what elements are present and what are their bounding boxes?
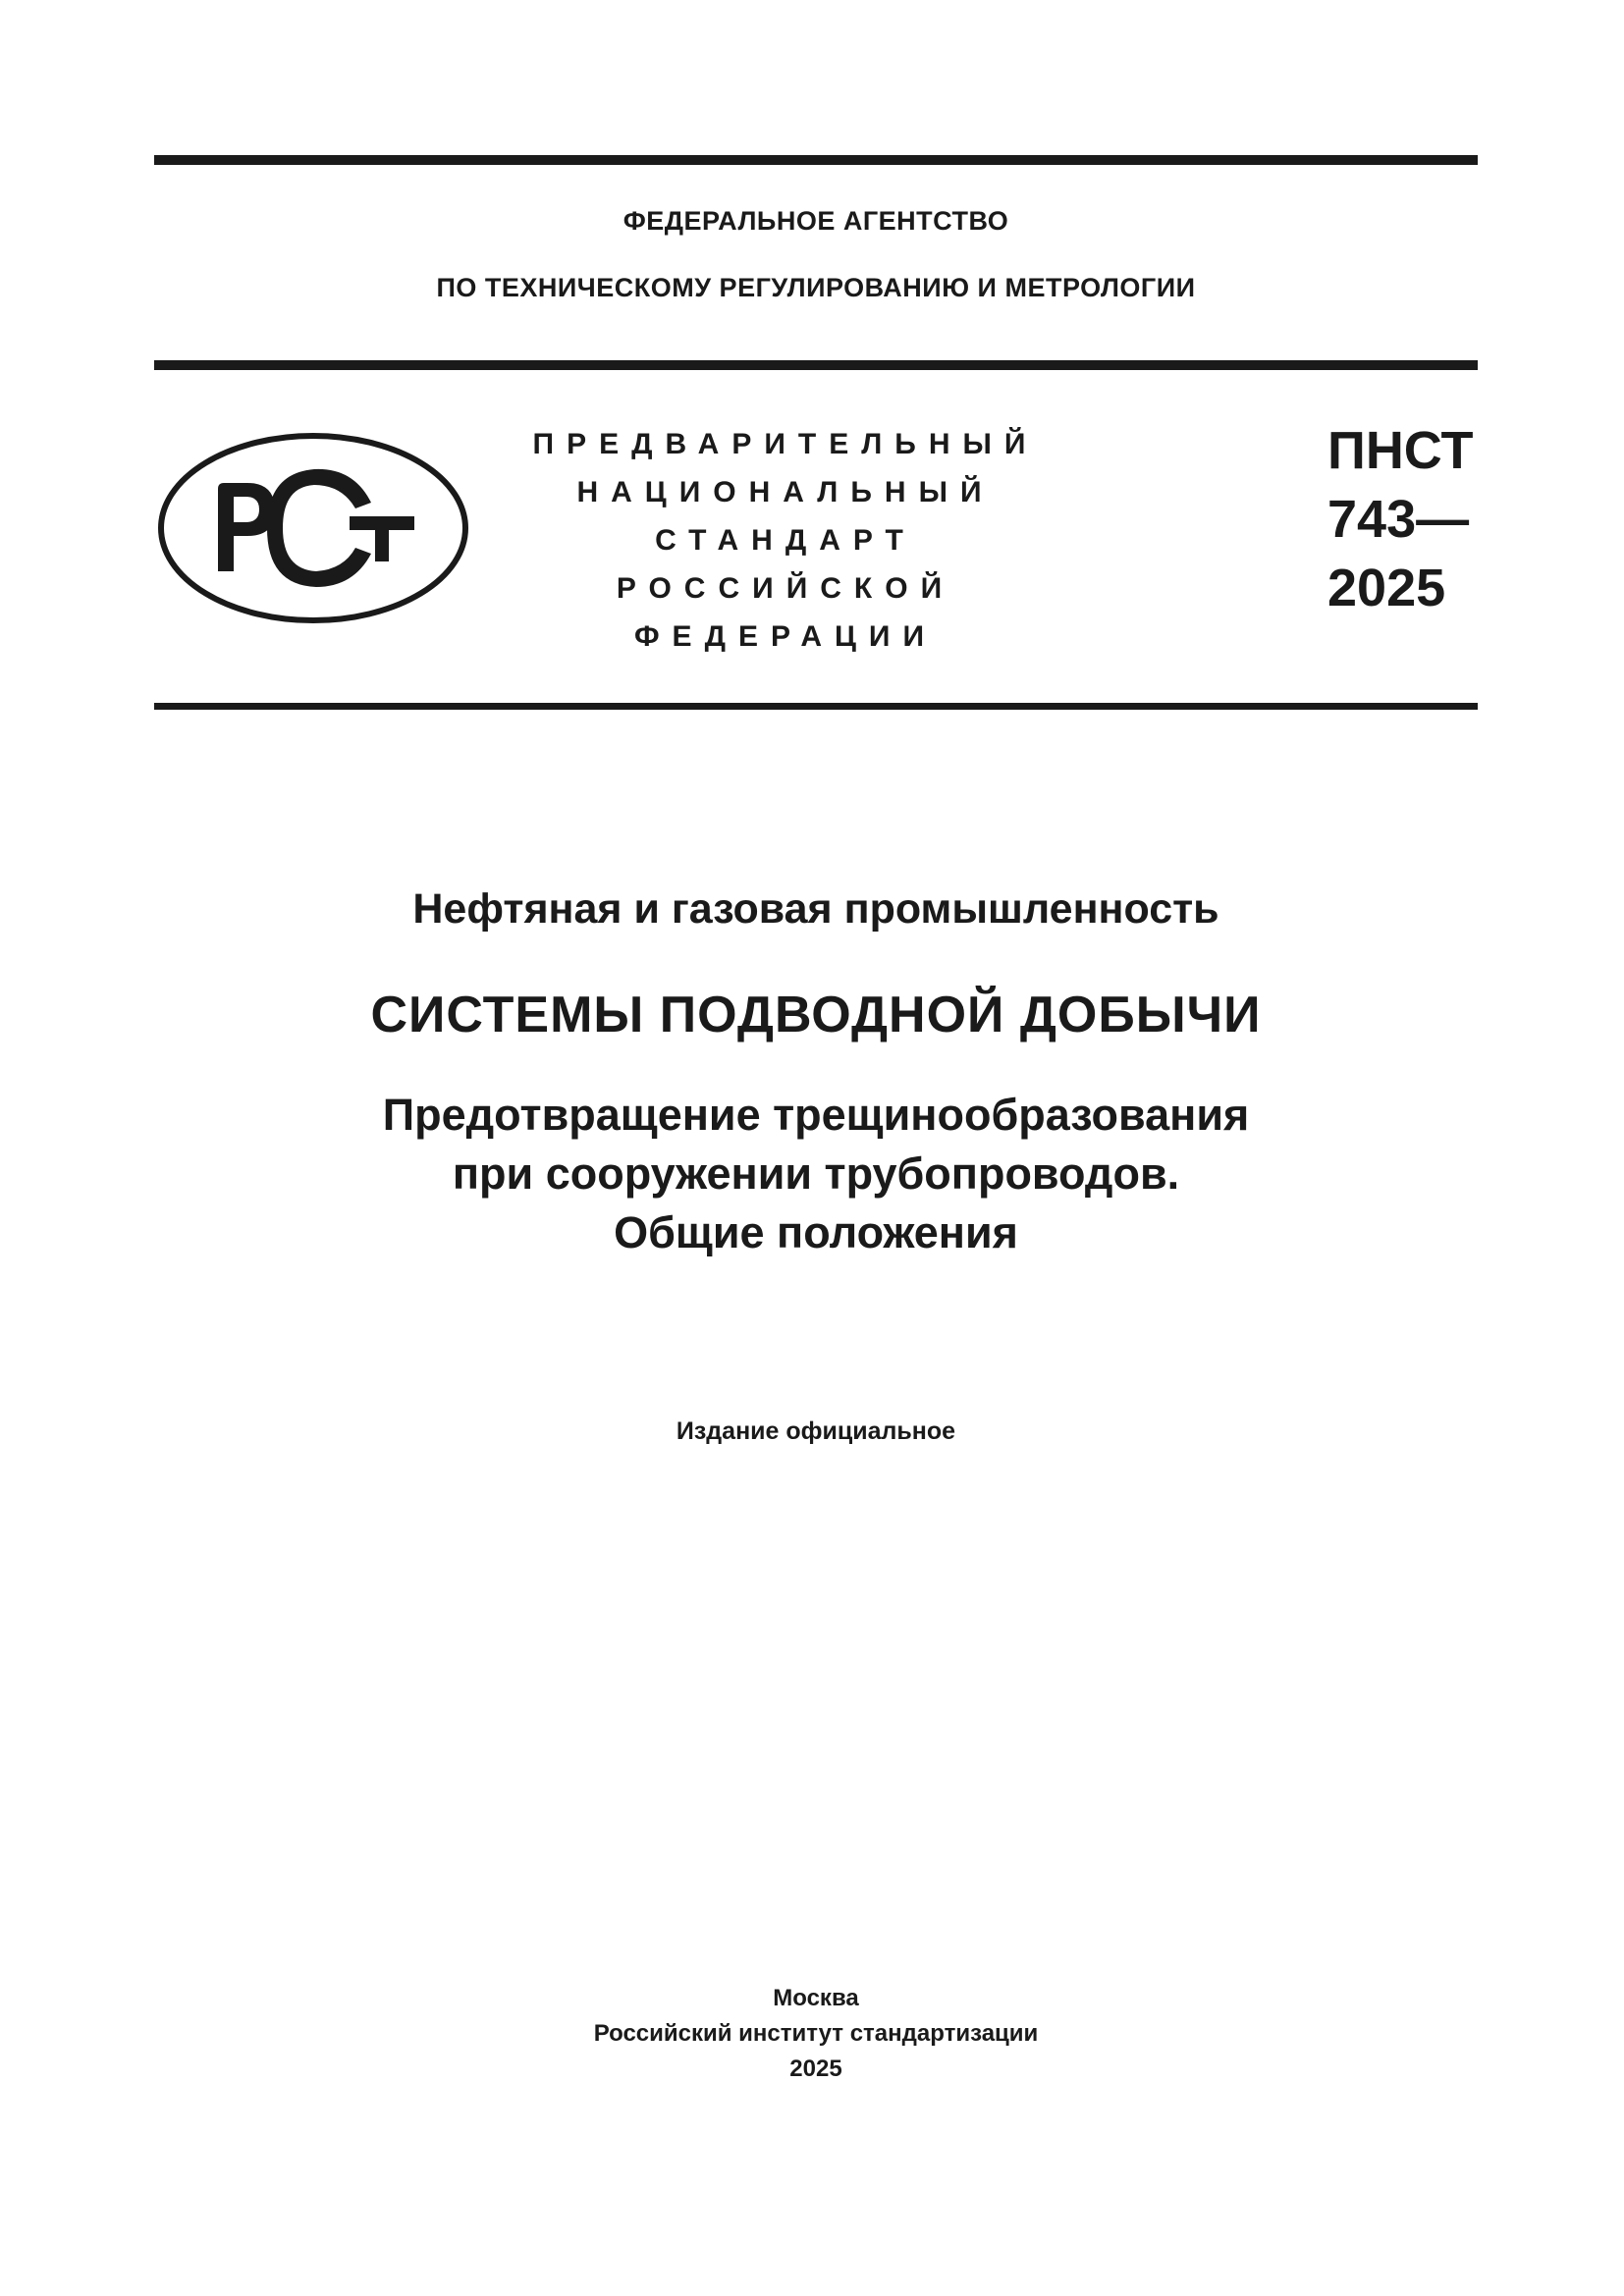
bottom-divider (154, 703, 1478, 710)
subtitle-line: Общие положения (614, 1207, 1018, 1257)
document-title: СИСТЕМЫ ПОДВОДНОЙ ДОБЫЧИ (370, 987, 1262, 1043)
standard-type-line: ПРЕДВАРИТЕЛЬНЫЙ (532, 428, 1039, 460)
subtitle-line: при сооружении трубопроводов. (452, 1148, 1180, 1199)
imprint-year: 2025 (789, 2056, 842, 2082)
edition-label: Издание официальное (676, 1417, 956, 1445)
imprint-city: Москва (773, 1985, 859, 2011)
standard-type-line: РОССИЙСКОЙ (616, 572, 955, 605)
middle-divider (154, 360, 1478, 370)
top-divider (154, 155, 1478, 165)
standard-number-prefix: ПНСТ (1327, 421, 1474, 480)
standard-number-year: 2025 (1327, 559, 1446, 617)
standard-type-line: ФЕДЕРАЦИИ (633, 620, 938, 653)
standard-type-line: НАЦИОНАЛЬНЫЙ (576, 476, 995, 508)
rst-certification-logo-icon (157, 432, 469, 624)
standard-type (511, 420, 1060, 661)
standard-type-line: СТАНДАРТ (655, 524, 916, 557)
imprint-publisher: Российский институт стандартизации (593, 2020, 1039, 2047)
agency-name-line-2: ПО ТЕХНИЧЕСКОМУ РЕГУЛИРОВАНИЮ И МЕТРОЛОГИИ (436, 273, 1196, 302)
agency-name-line-1: ФЕДЕРАЛЬНОЕ АГЕНТСТВО (623, 206, 1009, 236)
imprint (154, 1981, 1478, 2087)
standard-number-code: 743— (1327, 490, 1470, 549)
standard-number (1327, 416, 1504, 622)
document-subtitle (154, 1086, 1478, 1262)
subtitle-line: Предотвращение трещинообразования (382, 1090, 1250, 1140)
document-subject: Нефтяная и газовая промышленность (412, 885, 1219, 933)
